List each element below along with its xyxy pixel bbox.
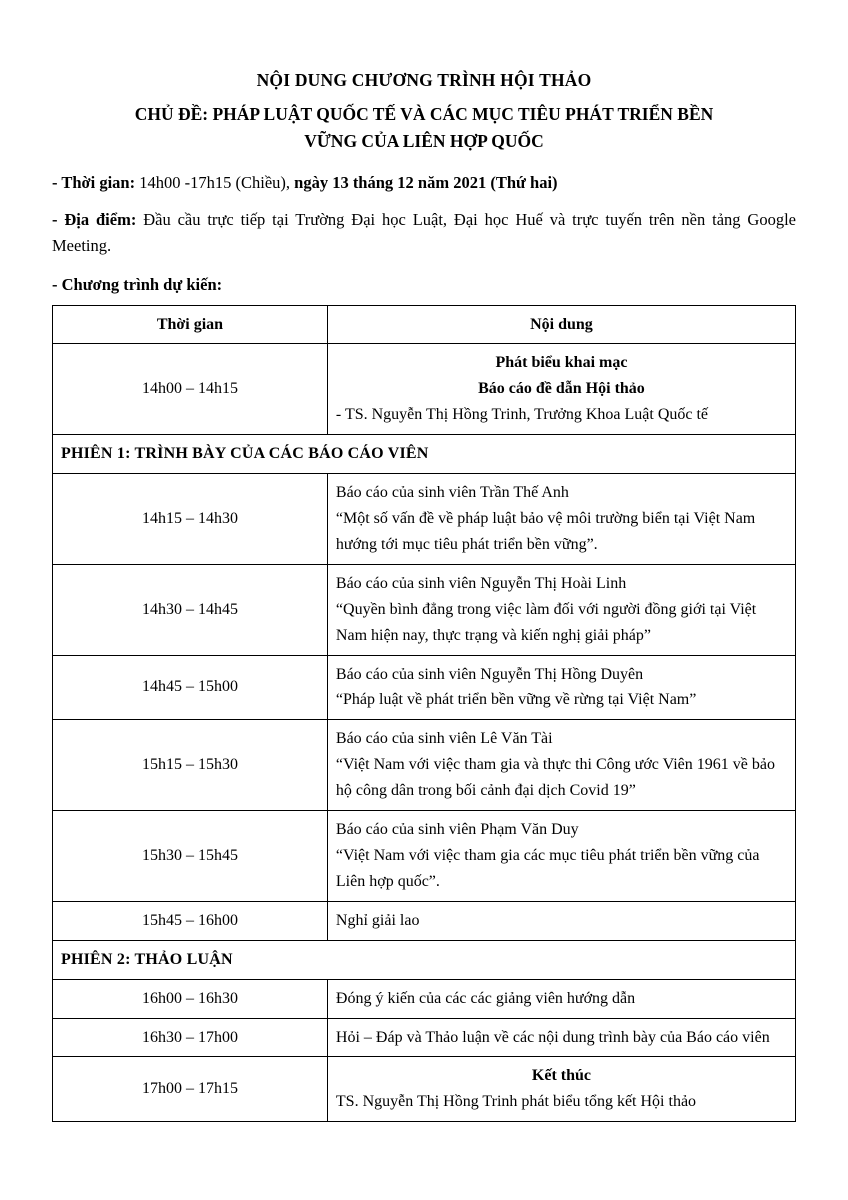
cell-content bbox=[327, 344, 795, 435]
cell-time: 14h45 – 15h00 bbox=[53, 655, 328, 720]
column-header-time: Thời gian bbox=[53, 305, 328, 344]
content-line: “Một số vấn đề về pháp luật bảo vệ môi trường biển tại Việt Nam hướng tới mục tiêu phát triển bền vững”. bbox=[335, 510, 756, 553]
agenda-table bbox=[52, 305, 796, 1123]
cell-time: 16h30 – 17h00 bbox=[53, 1018, 328, 1057]
table-row bbox=[53, 940, 796, 979]
content-line: TS. Nguyễn Thị Hồng Trinh phát biểu tổng kết Hội thảo bbox=[335, 1093, 697, 1111]
time-label: - Thời gian: bbox=[52, 172, 136, 192]
table-header-row bbox=[53, 305, 796, 344]
table-row bbox=[53, 435, 796, 474]
place-label: - Địa điểm: bbox=[52, 210, 137, 230]
agenda-body bbox=[53, 344, 796, 1122]
document-subtitle bbox=[80, 101, 768, 154]
cell-content bbox=[327, 811, 795, 902]
time-value-date: ngày 13 tháng 12 năm 2021 (Thứ hai) bbox=[294, 172, 558, 192]
program-label: - Chương trình dự kiến: bbox=[52, 274, 223, 294]
cell-time: 16h00 – 16h30 bbox=[53, 979, 328, 1018]
content-line: “Việt Nam với việc tham gia các mục tiêu phát triển bền vững của Liên hợp quốc”. bbox=[335, 846, 760, 890]
table-row bbox=[53, 344, 796, 435]
content-line: Báo cáo của sinh viên Nguyễn Thị Hoài Linh bbox=[335, 574, 627, 592]
content-line: “Pháp luật về phát triển bền vững về rừng tại Việt Nam” bbox=[335, 691, 697, 709]
table-row bbox=[53, 474, 796, 565]
cell-content bbox=[327, 720, 795, 811]
content-line: Báo cáo của sinh viên Nguyễn Thị Hồng Duyên bbox=[335, 665, 644, 683]
content-line: Hỏi – Đáp và Thảo luận về các nội dung trình bày của Báo cáo viên bbox=[335, 1028, 770, 1046]
subtitle-line-2: VỮNG CỦA LIÊN HỢP QUỐC bbox=[304, 130, 544, 151]
content-line: “Quyền bình đẳng trong việc làm đối với người đồng giới tại Việt Nam hiện nay, thực trạng và kiến nghị giải pháp” bbox=[335, 600, 757, 644]
cell-time: 15h15 – 15h30 bbox=[53, 720, 328, 811]
time-line bbox=[52, 170, 796, 196]
content-line: Báo cáo của sinh viên Phạm Văn Duy bbox=[335, 821, 579, 839]
cell-content bbox=[327, 655, 795, 720]
table-row bbox=[53, 720, 796, 811]
content-line: Phát biểu khai mạc bbox=[495, 354, 628, 372]
table-row bbox=[53, 1057, 796, 1122]
cell-time: 14h30 – 14h45 bbox=[53, 564, 328, 655]
cell-content bbox=[327, 979, 795, 1018]
table-row bbox=[53, 901, 796, 940]
content-line: Kết thúc bbox=[531, 1067, 591, 1085]
table-row bbox=[53, 655, 796, 720]
time-value: 14h00 -17h15 (Chiều), bbox=[135, 172, 295, 192]
place-line bbox=[52, 207, 796, 258]
content-line: Báo cáo của sinh viên Lê Văn Tài bbox=[335, 730, 553, 748]
cell-time: 15h45 – 16h00 bbox=[53, 901, 328, 940]
content-line: - TS. Nguyễn Thị Hồng Trinh, Trưởng Khoa Luật Quốc tế bbox=[335, 406, 709, 424]
table-row bbox=[53, 564, 796, 655]
content-line: “Việt Nam với việc tham gia và thực thi Công ước Viên 1961 về bảo hộ công dân trong bối cảnh đại dịch Covid 19” bbox=[335, 756, 775, 800]
cell-time: 14h15 – 14h30 bbox=[53, 474, 328, 565]
cell-time: 17h00 – 17h15 bbox=[53, 1057, 328, 1122]
cell-content bbox=[327, 901, 795, 940]
column-header-content: Nội dung bbox=[327, 305, 795, 344]
content-line: Đóng ý kiến của các các giảng viên hướng dẫn bbox=[335, 989, 636, 1007]
cell-content bbox=[327, 1057, 795, 1122]
session-heading: PHIÊN 2: THẢO LUẬN bbox=[53, 940, 796, 979]
cell-content bbox=[327, 1018, 795, 1057]
cell-content bbox=[327, 564, 795, 655]
place-value: Đầu cầu trực tiếp tại Trường Đại học Luật, Đại học Huế và trực tuyến trên nền tảng Google Meeting. bbox=[52, 210, 796, 255]
table-row bbox=[53, 1018, 796, 1057]
cell-time: 15h30 – 15h45 bbox=[53, 811, 328, 902]
table-row bbox=[53, 811, 796, 902]
table-row bbox=[53, 979, 796, 1018]
cell-time: 14h00 – 14h15 bbox=[53, 344, 328, 435]
session-heading: PHIÊN 1: TRÌNH BÀY CỦA CÁC BÁO CÁO VIÊN bbox=[53, 435, 796, 474]
subtitle-line-1: CHỦ ĐỀ: PHÁP LUẬT QUỐC TẾ VÀ CÁC MỤC TIÊU PHÁT TRIỂN BỀN bbox=[134, 104, 714, 125]
content-line: Báo cáo của sinh viên Trần Thế Anh bbox=[335, 484, 569, 502]
page-title: NỘI DUNG CHƯƠNG TRÌNH HỘI THẢO bbox=[256, 70, 592, 90]
content-line: Nghỉ giải lao bbox=[335, 911, 420, 929]
cell-content bbox=[327, 474, 795, 565]
content-line: Báo cáo đề dẫn Hội thảo bbox=[478, 380, 645, 398]
